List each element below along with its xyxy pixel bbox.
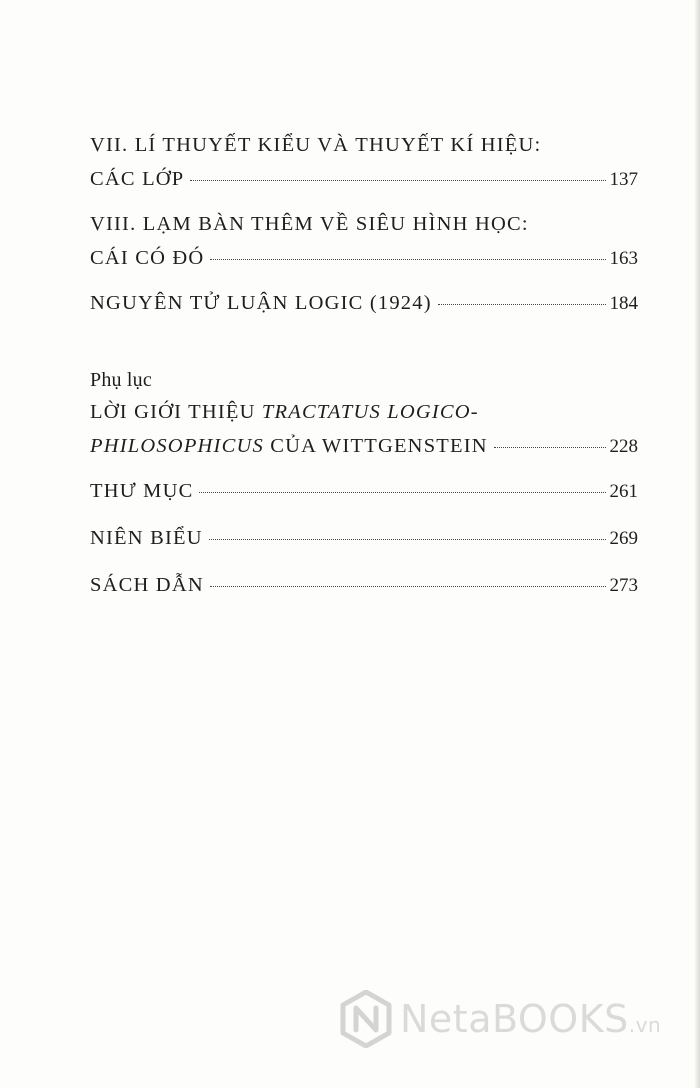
table-of-contents <box>90 128 638 615</box>
dot-leader <box>494 447 606 448</box>
toc-entry-title-line1: VII. LÍ THUYẾT KIỂU VÀ THUYẾT KÍ HIỆU: <box>90 134 542 156</box>
page-number: 163 <box>609 248 638 269</box>
page-number: 273 <box>609 575 638 596</box>
page-number: 137 <box>609 169 638 190</box>
dot-leader <box>210 259 605 260</box>
watermark-brand: NetaBOOKS <box>400 997 629 1041</box>
toc-entry-tractatus-introduction[interactable] <box>90 395 638 464</box>
dot-leader <box>199 492 605 493</box>
toc-entry-index[interactable] <box>90 568 638 603</box>
dot-leader <box>209 539 606 540</box>
dot-leader <box>438 304 606 305</box>
page-edge <box>694 0 700 1088</box>
toc-entry-title: SÁCH DẪN <box>90 574 204 596</box>
toc-entry-bibliography[interactable] <box>90 474 638 509</box>
watermark-suffix: .vn <box>628 1013 662 1037</box>
page-number: 228 <box>609 436 638 457</box>
appendix-label: Phụ lục <box>90 369 152 391</box>
toc-entry-title-line2: CÁI CÓ ĐÓ <box>90 247 205 269</box>
toc-entry-title-italic: PHILOSOPHICUS <box>90 435 264 457</box>
dot-leader <box>210 586 606 587</box>
watermark <box>340 990 661 1048</box>
toc-entry-chronology[interactable] <box>90 521 638 556</box>
toc-entry-title: NIÊN BIỂU <box>90 527 203 549</box>
toc-entry-title: THƯ MỤC <box>90 480 194 502</box>
page-number: 261 <box>609 481 638 502</box>
toc-entry-logical-atomism[interactable] <box>90 286 638 321</box>
page-number: 184 <box>609 293 638 314</box>
netabooks-logo-icon <box>340 990 392 1048</box>
toc-entry-title-prefix: LỜI GIỚI THIỆU <box>90 401 262 423</box>
toc-entry-title-line2: CÁC LỚP <box>90 168 185 190</box>
toc-entry-title-italic: TRACTATUS LOGICO- <box>261 401 479 423</box>
toc-entry-title: NGUYÊN TỬ LUẬN LOGIC (1924) <box>90 292 432 314</box>
watermark-text <box>400 997 661 1041</box>
toc-entry-title-line1: VIII. LẠM BÀN THÊM VỀ SIÊU HÌNH HỌC: <box>90 213 529 235</box>
toc-entry-chapter-8[interactable] <box>90 207 638 276</box>
toc-entry-title-suffix: CỦA WITTGENSTEIN <box>263 435 488 457</box>
page-number: 269 <box>609 528 638 549</box>
dot-leader <box>190 180 605 181</box>
toc-entry-chapter-7[interactable] <box>90 128 638 197</box>
